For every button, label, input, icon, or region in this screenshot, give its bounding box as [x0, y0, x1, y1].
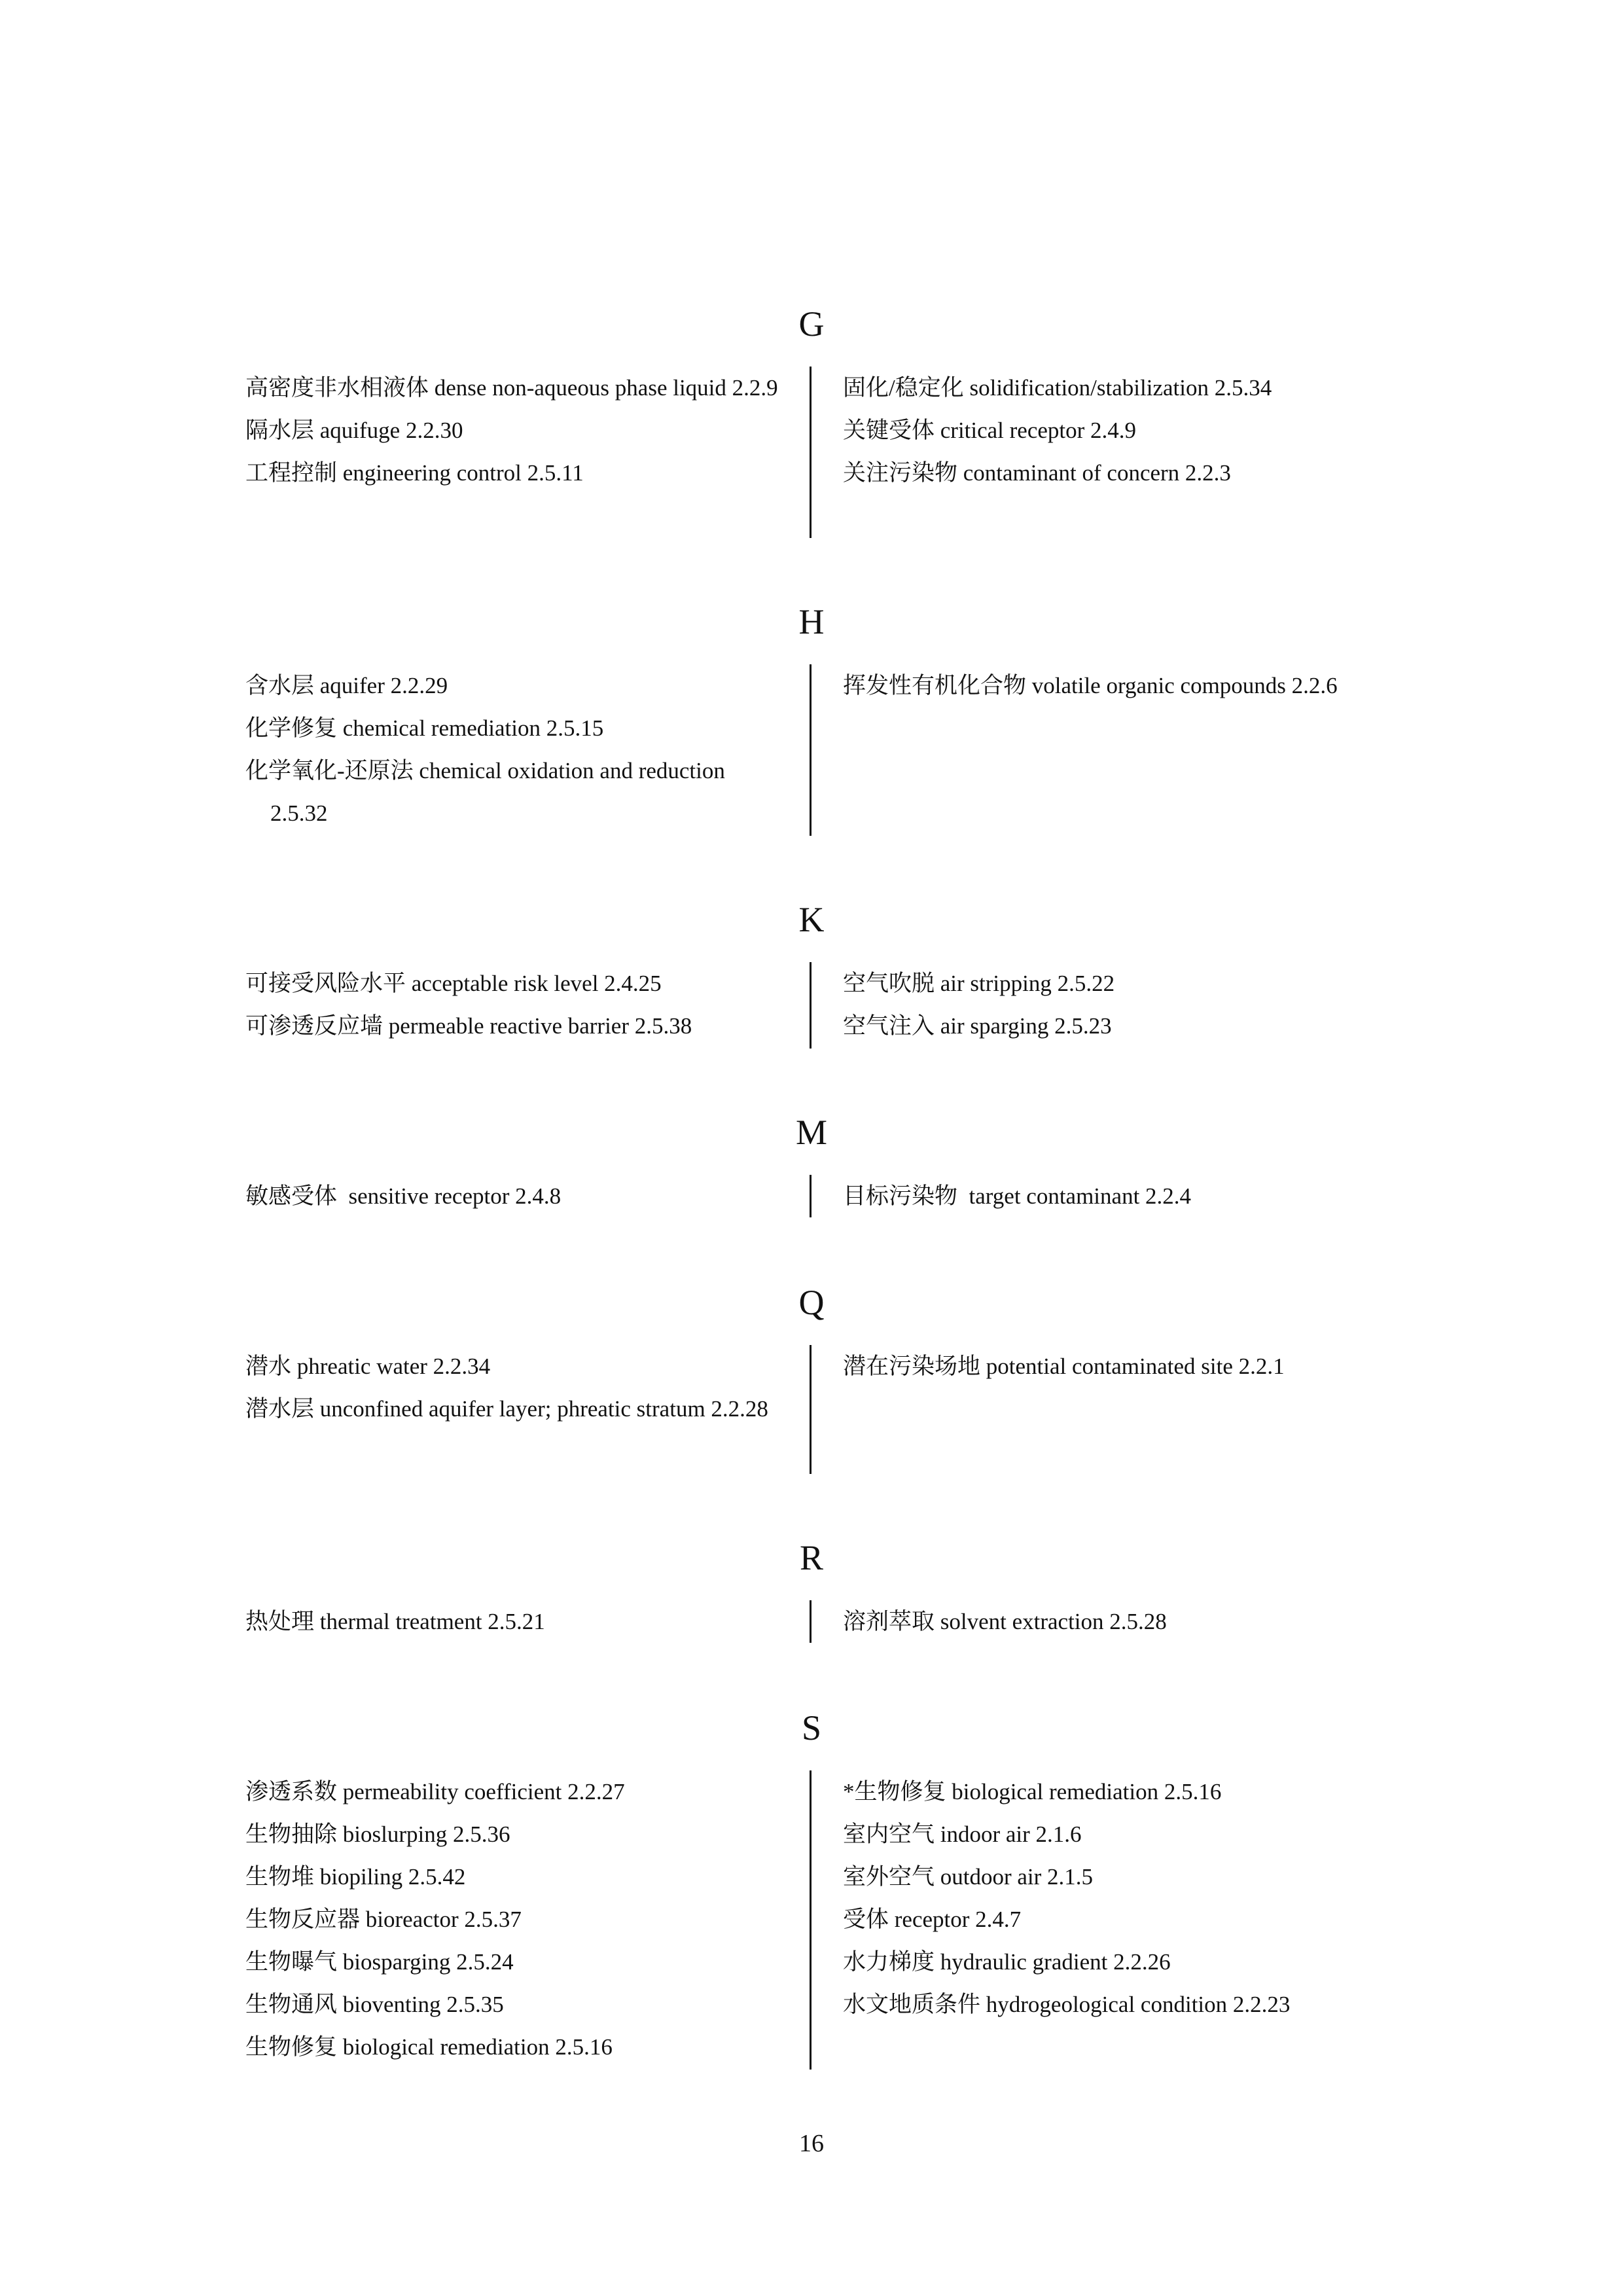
column-divider-s: [810, 1770, 812, 2070]
index-entry: 水力梯度 hydraulic gradient 2.2.26: [843, 1949, 1171, 1975]
index-letter-r: R: [799, 1538, 824, 1577]
index-entry: 热处理 thermal treatment 2.5.21: [245, 1609, 545, 1634]
index-column-q-left: [245, 1345, 782, 1430]
index-entry: 潜水层 unconfined aquifer layer; phreatic stratum 2.2.28: [245, 1396, 768, 1422]
index-entry: 空气吹脱 air stripping 2.5.22: [843, 971, 1115, 996]
index-entry: 水文地质条件 hydrogeological condition 2.2.23: [843, 1992, 1291, 2017]
index-entry: 生物抽除 bioslurping 2.5.36: [245, 1821, 510, 1847]
index-entry: 室外空气 outdoor air 2.1.5: [843, 1864, 1094, 1890]
index-column-k-right: [843, 962, 1445, 1047]
index-entry: 含水层 aquifer 2.2.29: [245, 673, 448, 698]
index-column-g-left: [245, 367, 782, 494]
index-entry: 化学氧化-还原法 chemical oxidation and reduction 2.5.32: [245, 758, 725, 826]
page-number: 16: [799, 2130, 824, 2157]
index-entry: 可渗透反应墙 permeable reactive barrier 2.5.38: [245, 1013, 692, 1039]
index-letter-s: S: [801, 1708, 822, 1748]
column-divider-r: [810, 1600, 812, 1643]
index-entry: 隔水层 aquifuge 2.2.30: [245, 418, 463, 443]
index-column-r-left: [245, 1600, 782, 1643]
index-entry: 化学修复 chemical remediation 2.5.15: [245, 715, 604, 741]
index-entry: 关注污染物 contaminant of concern 2.2.3: [843, 460, 1231, 486]
index-entry: 生物反应器 bioreactor 2.5.37: [245, 1907, 522, 1932]
index-entry: 生物曝气 biosparging 2.5.24: [245, 1949, 514, 1975]
column-divider-h: [810, 664, 812, 836]
index-entry: 潜水 phreatic water 2.2.34: [245, 1354, 491, 1379]
column-divider-m: [810, 1175, 812, 1217]
index-entry: 生物通风 bioventing 2.5.35: [245, 1992, 504, 2017]
index-column-g-right: [843, 367, 1445, 494]
index-entry: *生物修复 biological remediation 2.5.16: [843, 1779, 1222, 1804]
index-entry: 溶剂萃取 solvent extraction 2.5.28: [843, 1609, 1167, 1634]
index-column-m-left: [245, 1175, 782, 1217]
index-column-h-right: [843, 664, 1445, 707]
index-column-h-left: [245, 664, 782, 834]
index-entry: 空气注入 air sparging 2.5.23: [843, 1013, 1112, 1039]
index-entry: 目标污染物 target contaminant 2.2.4: [843, 1183, 1192, 1209]
index-entry: 可接受风险水平 acceptable risk level 2.4.25: [245, 971, 662, 996]
index-entry: 敏感受体 sensitive receptor 2.4.8: [245, 1183, 562, 1209]
column-divider-q: [810, 1345, 812, 1474]
index-entry: 高密度非水相液体 dense non-aqueous phase liquid 2.2.9: [245, 375, 778, 401]
index-entry: 挥发性有机化合物 volatile organic compounds 2.2.6: [843, 673, 1338, 698]
index-entry: 受体 receptor 2.4.7: [843, 1907, 1022, 1932]
index-entry: 固化/稳定化 solidification/stabilization 2.5.34: [843, 375, 1272, 401]
index-column-k-left: [245, 962, 782, 1047]
column-divider-g: [810, 367, 812, 538]
index-entry: 潜在污染场地 potential contaminated site 2.2.1: [843, 1354, 1285, 1379]
index-column-s-right: [843, 1770, 1445, 2026]
index-letter-q: Q: [798, 1283, 825, 1322]
index-entry: 室内空气 indoor air 2.1.6: [843, 1821, 1082, 1847]
index-letter-g: G: [798, 304, 825, 344]
index-letter-h: H: [798, 602, 825, 641]
index-entry: 工程控制 engineering control 2.5.11: [245, 460, 584, 486]
index-entry: 渗透系数 permeability coefficient 2.2.27: [245, 1779, 625, 1804]
index-column-m-right: [843, 1175, 1445, 1217]
index-entry: 关键受体 critical receptor 2.4.9: [843, 418, 1137, 443]
index-entry: 生物修复 biological remediation 2.5.16: [245, 2034, 613, 2060]
index-column-s-left: [245, 1770, 782, 2068]
index-entry: 生物堆 biopiling 2.5.42: [245, 1864, 466, 1890]
column-divider-k: [810, 962, 812, 1049]
index-column-q-right: [843, 1345, 1445, 1388]
index-letter-k: K: [798, 900, 825, 939]
index-column-r-right: [843, 1600, 1445, 1643]
index-letter-m: M: [795, 1113, 827, 1152]
